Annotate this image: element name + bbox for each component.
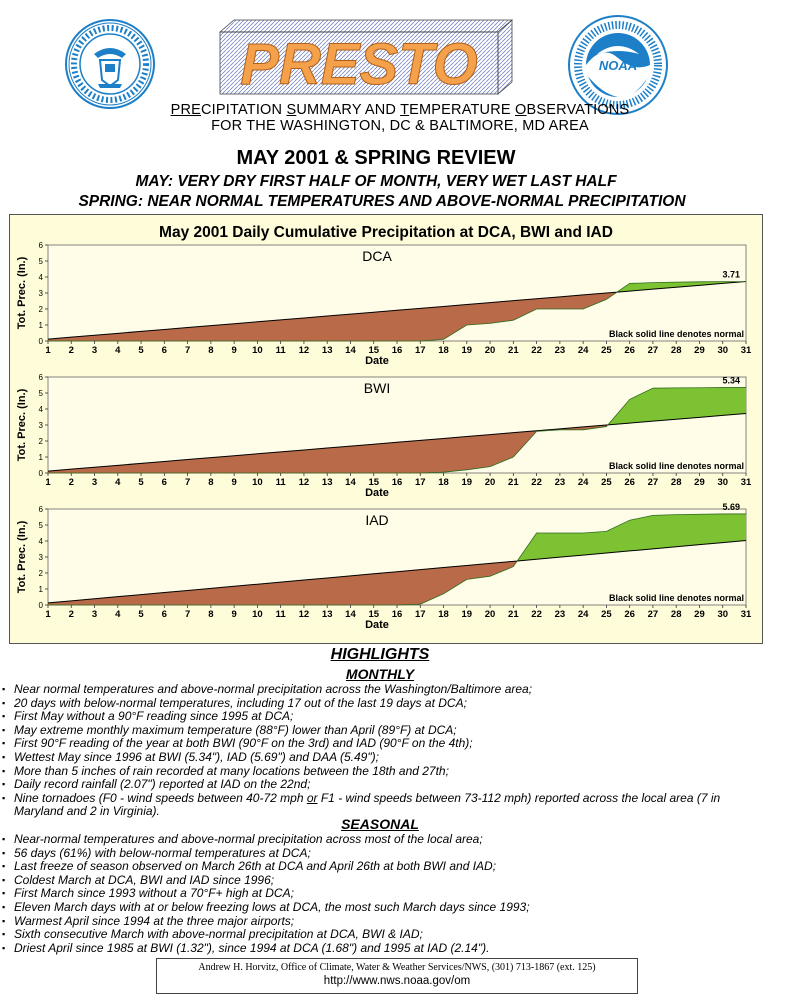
precipitation-chart [10,215,762,643]
noaa-logo-icon [567,14,669,116]
x-tick-label: 4 [115,609,121,620]
monthly-heading: MONTHLY [345,666,415,682]
subtitle-part: O [515,102,527,118]
list-item: ▪ Sixth consecutive March with above-normal precipitation at DCA, BWI & IAD; [2,928,772,942]
tornado-text-pre: Nine tornadoes (F0 - wind speeds between 40-72 mph [14,790,307,805]
x-tick-label: 20 [484,477,496,488]
x-tick-label: 23 [554,477,566,488]
list-item [2,792,772,819]
x-tick-label: 19 [461,609,473,620]
x-tick-label: 7 [184,609,191,620]
x-tick-label: 26 [624,345,635,356]
chart-panel [9,214,763,644]
department-of-commerce-seal-icon [64,18,156,110]
x-tick-label: 28 [670,609,682,620]
x-tick-label: 18 [438,477,449,488]
x-tick-label: 27 [647,609,659,620]
x-tick-label: 31 [740,477,752,488]
y-tick-label: 2 [38,437,43,446]
x-tick-label: 31 [740,345,752,356]
x-tick-label: 13 [321,477,333,488]
subtitle-part: UMMARY AND [296,102,401,118]
x-tick-label: 1 [45,345,51,356]
x-tick-label: 27 [647,477,659,488]
x-tick-label: 7 [184,345,191,356]
x-tick-label: 5 [138,477,144,488]
page-title: MAY 2001 & SPRING REVIEW [236,147,516,169]
x-tick-label: 2 [68,477,74,488]
x-tick-label: 9 [231,477,237,488]
x-tick-label: 25 [601,345,612,356]
subtitle-line-1 [0,102,800,118]
x-tick-label: 8 [208,477,214,488]
subtitle-part: S [286,102,297,118]
x-tick-label: 30 [717,345,729,356]
x-tick-label: 11 [275,345,286,356]
headline-spring: SPRING: NEAR NORMAL TEMPERATURES AND ABOVE-NORMAL PRECIPITATION [78,193,686,210]
y-tick-label: 1 [38,585,43,594]
x-tick-label: 19 [461,477,473,488]
list-item: ▪ Coldest March at DCA, BWI and IAD since 1996; [2,874,772,888]
chart-title: May 2001 Daily Cumulative Precipitation at DCA, BWI and IAD [159,224,613,241]
x-tick-label: 14 [345,345,356,356]
subtitle-part: BSERVATIONS [526,102,630,118]
x-tick-label: 26 [624,477,635,488]
x-tick-label: 18 [438,609,449,620]
y-tick-label: 4 [38,405,43,414]
normal-line-note: Black solid line denotes normal [608,461,744,471]
presto-logo [214,18,514,96]
x-tick-label: 24 [577,345,589,356]
x-tick-label: 18 [438,345,449,356]
seasonal-heading: SEASONAL [341,816,419,832]
x-tick-label: 5 [138,609,144,620]
x-tick-label: 24 [577,477,589,488]
noaa-logo-text: NOAA [598,58,638,73]
x-tick-label: 29 [694,609,705,620]
x-tick-label: 16 [391,477,403,488]
x-tick-label: 21 [508,609,519,620]
y-tick-label: 6 [38,373,43,382]
list-item: ▪ 56 days (61%) with below-normal temperatures at DCA; [2,847,772,861]
x-tick-label: 1 [45,477,51,488]
x-axis-label: Date [365,355,389,367]
y-tick-label: 2 [38,305,43,314]
y-tick-label: 4 [38,537,43,546]
subtitle-part: T [400,102,410,118]
list-item: ▪ Near-normal temperatures and above-normal precipitation across most of the local area; [2,833,772,847]
x-tick-label: 30 [717,477,729,488]
x-tick-label: 16 [391,345,403,356]
subtitle-part: PRE [170,102,201,118]
y-tick-label: 5 [38,521,43,530]
list-item: ▪ Wettest May since 1996 at BWI (5.34"), IAD (5.69") and DAA (5.49"); [2,751,772,765]
monthly-list [2,683,772,819]
x-tick-label: 9 [231,609,237,620]
x-tick-label: 3 [91,345,98,356]
x-tick-label: 21 [508,477,519,488]
normal-line-note: Black solid line denotes normal [608,329,744,339]
chart-panel-bwi [16,373,752,499]
x-tick-label: 14 [345,609,356,620]
chart-panel-iad [16,502,752,631]
x-tick-label: 17 [414,477,426,488]
x-tick-label: 16 [391,609,403,620]
y-tick-label: 3 [38,421,43,430]
final-value-label: 5.69 [722,501,740,512]
x-tick-label: 28 [670,477,682,488]
x-tick-label: 25 [601,609,612,620]
y-tick-label: 5 [38,257,43,266]
x-tick-label: 13 [321,345,333,356]
y-tick-label: 0 [38,337,43,346]
y-tick-label: 1 [38,321,43,330]
list-item: ▪ First March since 1993 without a 70°F+ high at DCA; [2,887,772,901]
y-tick-label: 0 [38,469,43,478]
x-tick-label: 27 [647,345,659,356]
y-tick-label: 6 [38,241,43,250]
y-tick-label: 1 [38,453,43,462]
x-tick-label: 2 [68,609,74,620]
list-item: ▪ First 90°F reading of the year at both BWI (90°F on the 3rd) and IAD (90°F on the 4th); [2,737,772,751]
x-tick-label: 8 [208,345,214,356]
x-tick-label: 17 [414,609,426,620]
list-item: ▪ Warmest April since 1994 at the three major airports; [2,915,772,929]
subtitle-part: EMPERATURE [409,102,515,118]
panel-name: IAD [365,512,389,528]
subtitle-part: CIPITATION [201,102,287,118]
x-tick-label: 28 [670,345,682,356]
x-tick-label: 24 [577,609,589,620]
x-tick-label: 23 [554,609,566,620]
tornado-text-or: or [306,790,318,805]
panel-name: DCA [362,248,392,264]
x-tick-label: 10 [252,345,263,356]
x-tick-label: 15 [368,345,380,356]
y-tick-label: 3 [38,553,43,562]
x-tick-label: 25 [601,477,612,488]
x-tick-label: 22 [531,477,542,488]
x-tick-label: 20 [484,609,496,620]
x-tick-label: 29 [694,345,705,356]
y-tick-label: 0 [38,601,43,610]
list-item: ▪ Driest April since 1985 at BWI (1.32"), since 1994 at DCA (1.68") and 1995 at IAD (2.14"). [2,942,772,956]
x-tick-label: 21 [508,345,519,356]
chart-panel-dca [16,241,752,367]
x-tick-label: 12 [298,477,310,488]
y-tick-label: 3 [38,289,43,298]
x-tick-label: 1 [45,609,51,620]
x-axis-label: Date [365,619,389,631]
footer-credit: Andrew H. Horvitz, Office of Climate, Water & Weather Services/NWS, (301) 713-1867 (ext. 125) [198,962,596,973]
list-item: ▪ Eleven March days with at or below freezing lows at DCA, the most such March days since 1993; [2,901,772,915]
brand-title: PRESTO [240,32,478,96]
normal-line-note: Black solid line denotes normal [608,593,744,603]
y-axis-label: Tot. Prec. (In.) [16,256,28,330]
x-tick-label: 31 [740,609,752,620]
x-tick-label: 15 [368,609,380,620]
list-item: ▪ Last freeze of season observed on March 26th at DCA and April 26th at both BWI and IAD; [2,860,772,874]
x-axis-label: Date [365,487,389,499]
x-tick-label: 19 [461,345,473,356]
x-tick-label: 9 [231,345,237,356]
x-tick-label: 14 [345,477,356,488]
x-tick-label: 10 [252,609,263,620]
footer [156,958,638,994]
x-tick-label: 4 [115,345,121,356]
y-tick-label: 6 [38,505,43,514]
x-tick-label: 8 [208,609,214,620]
x-tick-label: 2 [68,345,74,356]
panel-name: BWI [363,380,391,396]
x-tick-label: 20 [484,345,496,356]
x-tick-label: 3 [91,477,98,488]
tornado-text-post: F1 - wind speeds between 73-112 mph) reported across the local area (7 in Maryland and 2 in Virginia). [14,790,721,819]
y-tick-label: 4 [38,273,43,282]
list-item: ▪ Near normal temperatures and above-normal precipitation across the Washington/Baltimore area; [2,683,772,697]
x-tick-label: 6 [161,345,167,356]
x-tick-label: 3 [91,609,98,620]
x-tick-label: 15 [368,477,380,488]
y-axis-label: Tot. Prec. (In.) [16,388,28,462]
highlights-title: HIGHLIGHTS [330,646,430,663]
x-tick-label: 26 [624,609,635,620]
final-value-label: 5.34 [722,375,740,386]
x-tick-label: 12 [298,345,310,356]
x-tick-label: 7 [184,477,191,488]
x-tick-label: 13 [321,609,333,620]
x-tick-label: 10 [252,477,263,488]
y-tick-label: 2 [38,569,43,578]
x-tick-label: 12 [298,609,310,620]
subtitle-line-2: FOR THE WASHINGTON, DC & BALTIMORE, MD AREA [211,118,589,134]
x-tick-label: 22 [531,609,542,620]
list-item: ▪ More than 5 inches of rain recorded at many locations between the 18th and 27th; [2,765,772,779]
x-tick-label: 11 [275,477,286,488]
seasonal-list [2,833,772,955]
x-tick-label: 11 [275,609,286,620]
headline-may: MAY: VERY DRY FIRST HALF OF MONTH, VERY WET LAST HALF [135,173,617,190]
x-tick-label: 17 [414,345,426,356]
x-tick-label: 22 [531,345,542,356]
list-item: ▪ 20 days with below-normal temperatures, including 17 out of the last 19 days at DCA; [2,697,772,711]
list-item: ▪ May extreme monthly maximum temperature (88°F) lower than April (89°F) at DCA; [2,724,772,738]
x-tick-label: 4 [115,477,121,488]
x-tick-label: 30 [717,609,729,620]
y-axis-label: Tot. Prec. (In.) [16,520,28,594]
final-value-label: 3.71 [722,269,740,280]
x-tick-label: 23 [554,345,566,356]
y-tick-label: 5 [38,389,43,398]
x-tick-label: 6 [161,609,167,620]
x-tick-label: 6 [161,477,167,488]
x-tick-label: 5 [138,345,144,356]
x-tick-label: 29 [694,477,705,488]
footer-url[interactable]: http://www.nws.noaa.gov/om [323,975,471,987]
list-item: ▪ Daily record rainfall (2.07") reported at IAD on the 22nd; [2,778,772,792]
list-item: ▪ First May without a 90°F reading since 1995 at DCA; [2,710,772,724]
